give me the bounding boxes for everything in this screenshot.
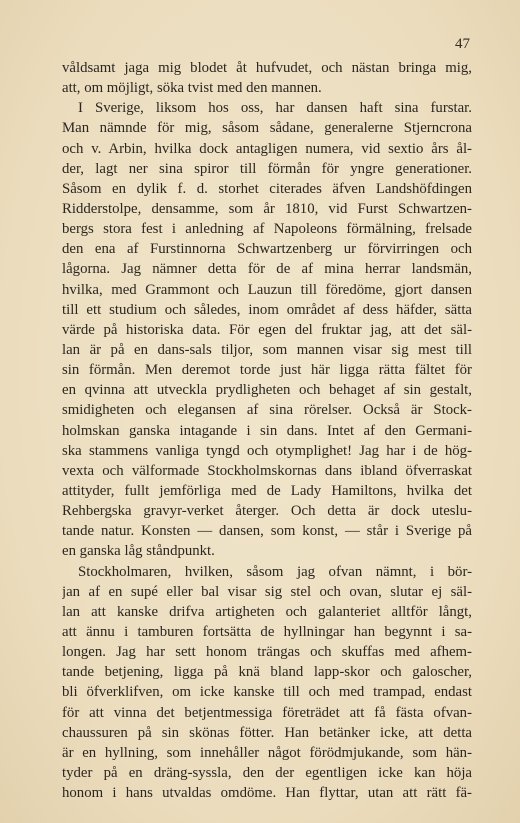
text-line: våldsamt jaga mig blodet åt hufvudet, och nästan bringa mig,: [62, 60, 472, 76]
text-line: holmskan ganska intagande i sin dans. Intet af den Germani-: [62, 422, 472, 439]
text-line: den ena af Furstinnorna Schwartzenberg ur förvirringen och: [62, 241, 472, 258]
text-line: attityder, fullt jemförliga med de Lady Hamiltons, hvilka det: [62, 482, 472, 499]
text-line: lågorna. Jag nämner detta för de af mina herrar landsmän,: [62, 261, 472, 278]
text-line: longen. Jag har sett honom trängas och skuffas med afhem-: [62, 644, 472, 661]
text-line: till ett studium och således, inom området af dess häfder, sätta: [62, 301, 472, 318]
page-number: 47: [455, 36, 470, 52]
text-line: tande natur. Konsten — dansen, som konst, — står i Sverige på: [62, 523, 472, 540]
text-line: honom i hans utvaldas omdöme. Han flyttar, utan att rätt fä-: [62, 785, 472, 802]
text-line: der, lagt ner sina spiror till förmån för yngre generationer.: [62, 160, 472, 177]
text-line: lan att kanske drifva artigheten och galanteriet alltför långt,: [62, 603, 472, 620]
text-line: lan är på en dans-sals tiljor, som mannen visar sig mest till: [62, 341, 472, 358]
text-line: bergs stora fest i anledning af Napoleons förmälning, frelsade: [62, 221, 472, 238]
text-line: I Sverige, liksom hos oss, har dansen haft sina furstar.: [78, 100, 472, 117]
text-line: ska stammens vanliga tyngd och otymplighet! Jag har i de hög-: [62, 442, 472, 459]
text-line: att, om möjligt, söka tvist med den mannen.: [62, 80, 322, 97]
text-line: och v. Arbin, hvilka dock antagligen numera, vid sextio års ål-: [62, 140, 472, 157]
text-line: Ridderstolpe, densamme, som år 1810, vid Furst Schwartzen-: [62, 200, 472, 217]
text-line: att ännu i tamburen fortsätta de hyllningar han begynnt i sa-: [62, 623, 472, 640]
text-line: hvilka, med Grammont och Lauzun till föredöme, gjort dansen: [62, 281, 472, 298]
text-line: sin förmån. Men deremot torde just här ligga rätta fältet för: [62, 362, 472, 379]
text-line: tyder på en dräng-syssla, den der egentligen icke kan höja: [62, 764, 472, 781]
text-line: chaussuren på sin skönas fötter. Han betänker icke, att detta: [62, 724, 472, 741]
text-line: vexta och välformade Stockholmskornas dans ibland öfverraskat: [62, 462, 472, 479]
text-line: en ganska låg ståndpunkt.: [62, 543, 215, 560]
text-line: en qvinna att utveckla prydligheten och behaget af sin gestalt,: [62, 382, 472, 399]
text-line: Man nämnde för mig, såsom sådane, generalerne Stjerncrona: [62, 120, 472, 137]
text-line: värde på historiska data. För egen del fruktar jag, att det säl-: [62, 321, 472, 338]
text-line: Såsom en dylik f. d. storhet citerades äfven Landshöfdingen: [62, 180, 472, 197]
text-line: tande betjening, ligga på knä bland lapp-skor och galoscher,: [62, 664, 472, 681]
text-line: för att vinna det betjentmessiga företrädet att få fästa ofvan-: [62, 704, 472, 721]
text-line: bli öfverklifven, om icke kanske till och med trampad, endast: [62, 684, 472, 701]
body-text: [62, 58, 472, 803]
text-line: Rehbergska gravyr-verket återger. Och detta är dock uteslu-: [62, 503, 472, 520]
text-line: är en hyllning, som innehåller något förödmjukande, som hän-: [62, 744, 472, 761]
text-line: jan af en supé eller bal visar sig stel och ovan, slutar ej säl-: [62, 583, 472, 600]
text-line: Stockholmaren, hvilken, såsom jag ofvan nämnt, i bör-: [78, 563, 472, 580]
text-line: smidigheten och elegansen af sina rörelser. Också är Stock-: [62, 402, 472, 419]
